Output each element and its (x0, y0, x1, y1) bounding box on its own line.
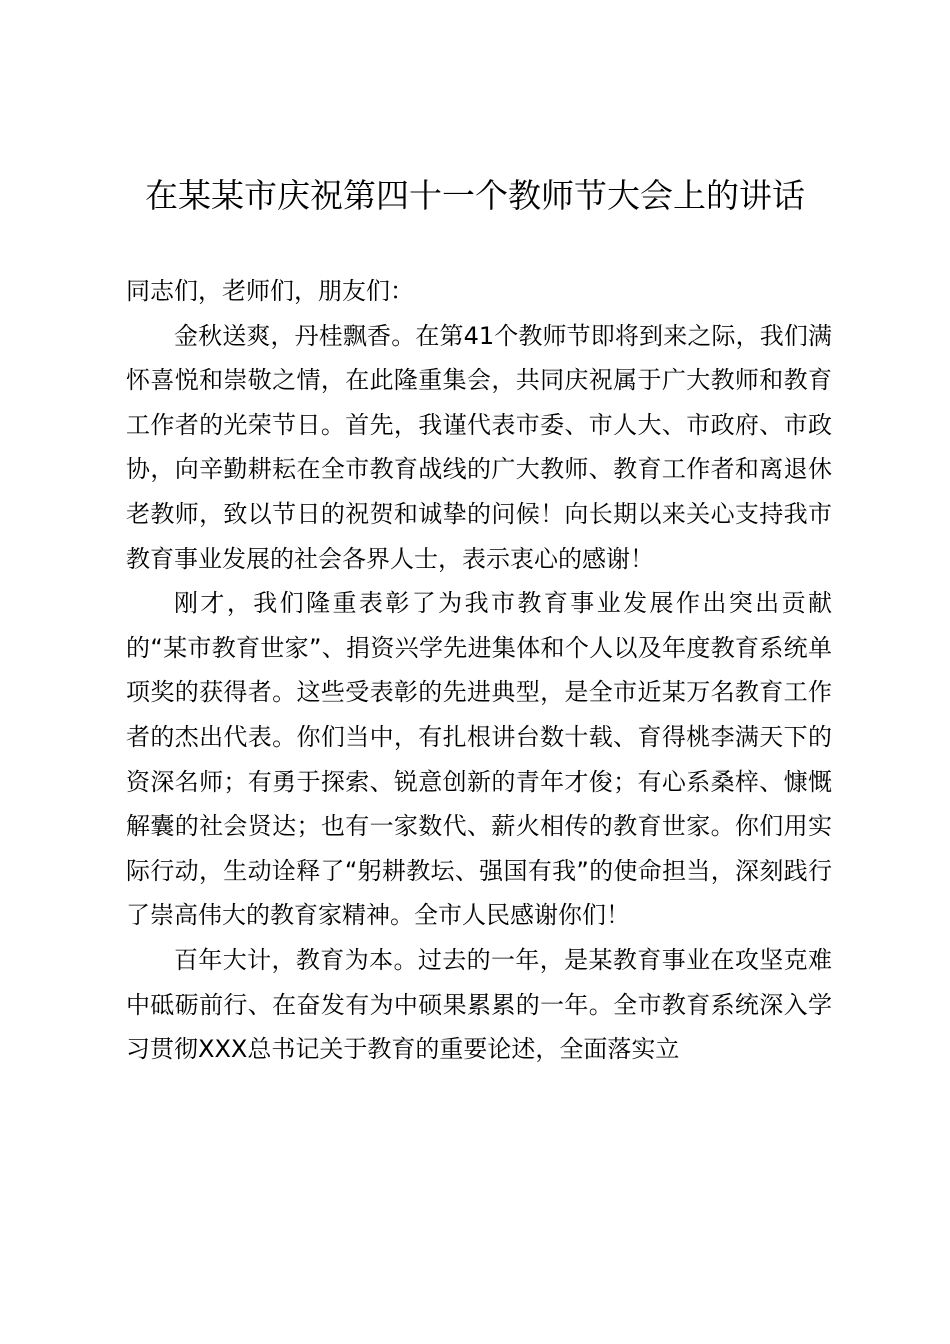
document-body (126, 269, 832, 1072)
paragraph-3: 百年大计，教育为本。过去的一年，是某教育事业在攻坚克难中砥砺前行、在奋发有为中硕果累累的一年。全市教育系统深入学习贯彻XXX总书记关于教育的重要论述，全面落实立 (126, 945, 832, 1064)
salutation: 同志们，老师们，朋友们： (126, 277, 414, 305)
paragraph-2: 刚才，我们隆重表彰了为我市教育事业发展作出突出贡献的“某市教育世家”、捐资兴学先进集体和个人以及年度教育系统单项奖的获得者。这些受表彰的先进典型，是全市近某万名教育工作者的杰出代表。你们当中，有扎根讲台数十载、育得桃李满天下的资深名师；有勇于探索、锐意创新的青年才俊；有心系桑梓、慷慨解囊的社会贤达；也有一家数代、薪火相传的教育世家。你们用实际行动，生动诠释了“躬耕教坛、强国有我”的使命担当，深刻践行了崇高伟大的教育家精神。全市人民感谢你们！ (126, 589, 832, 930)
document-title: 在某某市庆祝第四十一个教师节大会上的讲话 (145, 176, 805, 215)
paragraph-1: 金秋送爽，丹桂飘香。在第41个教师节即将到来之际，我们满怀喜悦和崇敬之情，在此隆重集会，共同庆祝属于广大教师和教育工作者的光荣节日。首先，我谨代表市委、市人大、市政府、市政协，向辛勤耕耘在全市教育战线的广大教师、教育工作者和离退休老教师，致以节日的祝贺和诚挚的问候！向长期以来关心支持我市教育事业发展的社会各界人士，表示衷心的感谢！ (126, 321, 832, 573)
